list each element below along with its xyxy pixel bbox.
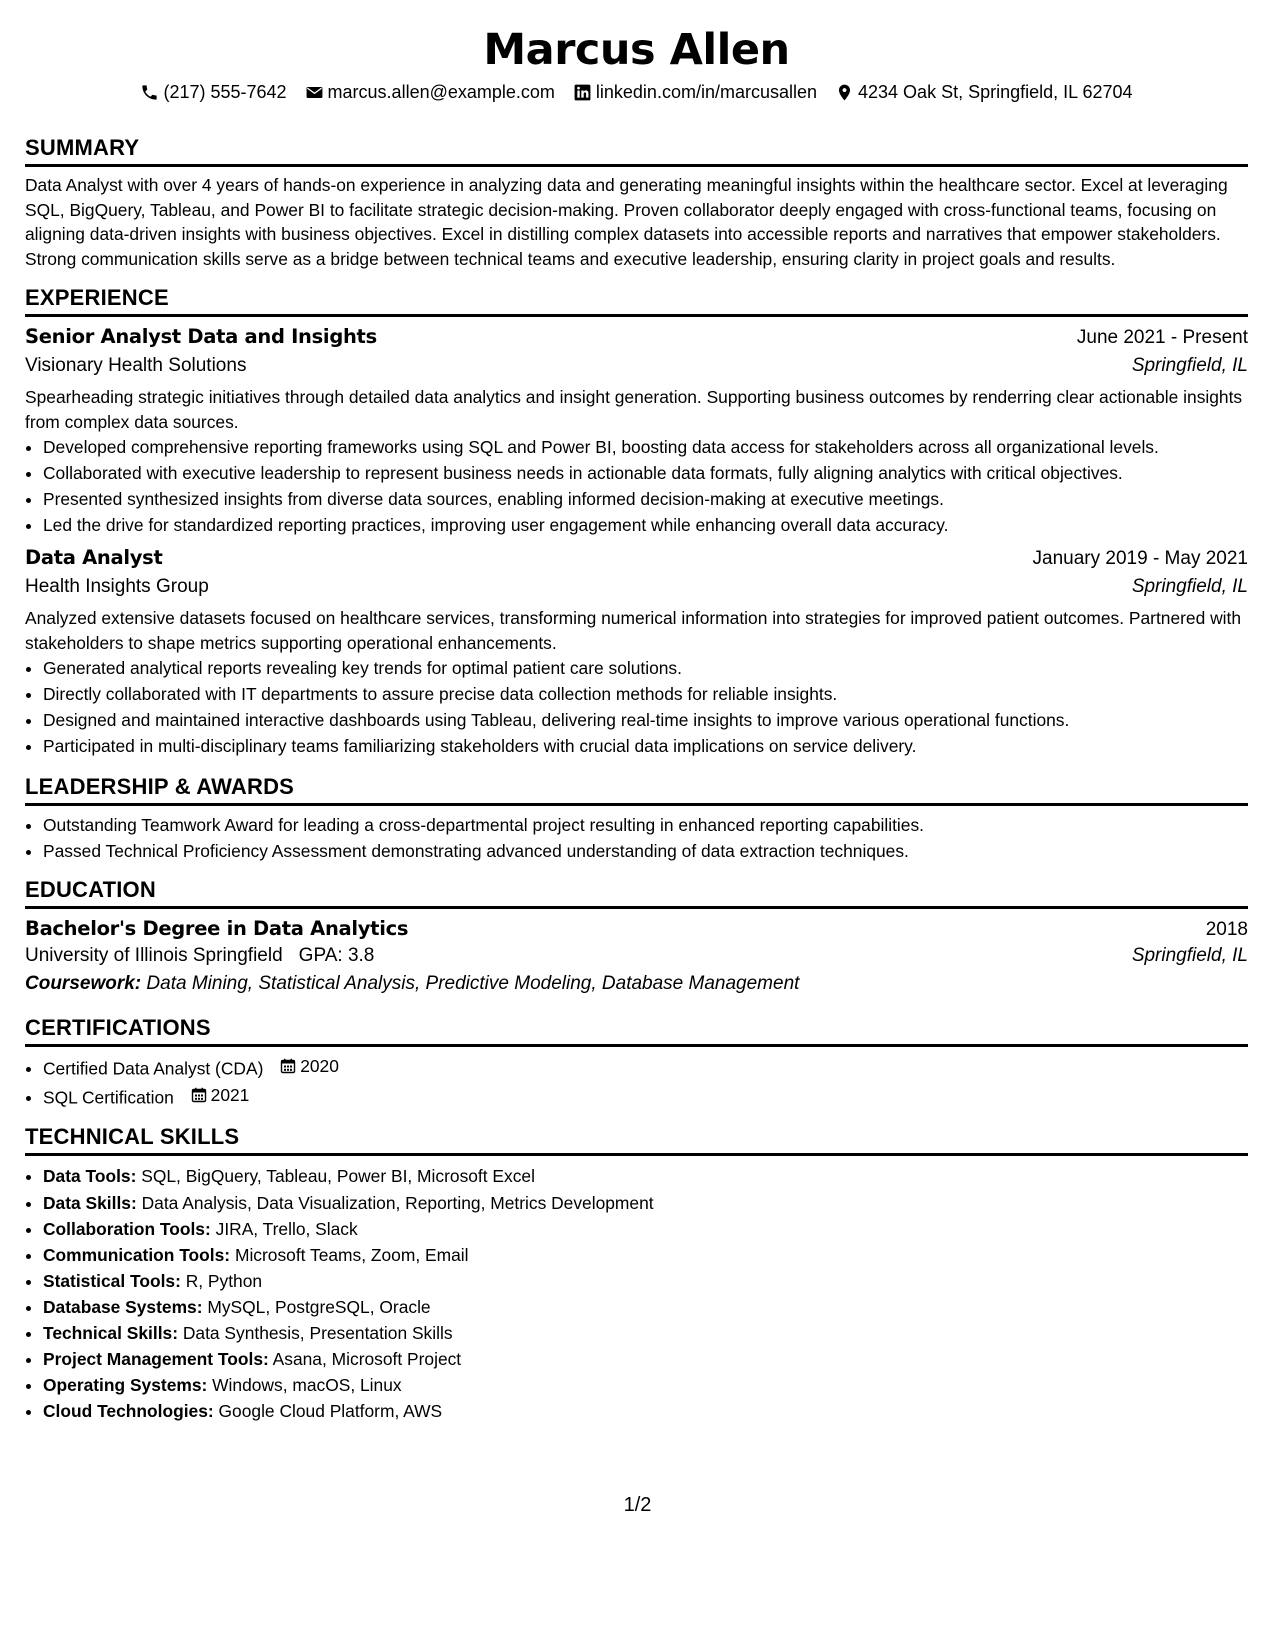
list-item (43, 1054, 1248, 1081)
experience-section (25, 284, 1248, 758)
certifications-section (25, 1014, 1248, 1109)
address-text: 4234 Oak St, Springfield, IL 62704 (858, 82, 1133, 102)
skill-item (43, 1191, 1248, 1216)
gpa: GPA: 3.8 (298, 945, 375, 967)
skill-value: Data Analysis, Data Visualization, Reporting, Metrics Development (141, 1192, 654, 1213)
resume-page (25, 0, 1248, 1425)
cert-date (280, 1054, 339, 1079)
list-item: • Generated analytical reports revealing key trends for optimal patient care solutions. (43, 656, 1248, 681)
envelope-icon (305, 83, 324, 102)
job-summary: Spearheading strategic initiatives through detailed data analytics and insight generation. Supporting business outcomes by renderring clear actionable insights from complex data sources. (25, 387, 1243, 432)
job-entry (25, 546, 1248, 758)
job-header (25, 546, 1248, 570)
skill-value: Google Cloud Platform, AWS (218, 1401, 443, 1422)
skill-value: JIRA, Trello, Slack (215, 1218, 358, 1239)
education-subheader (25, 945, 1248, 967)
skill-item (43, 1269, 1248, 1294)
section-title: LEADERSHIP & AWARDS (25, 773, 1248, 806)
skill-value: Asana, Microsoft Project (272, 1349, 462, 1370)
contact-phone (140, 80, 286, 104)
cert-date (191, 1083, 250, 1108)
map-marker-icon (835, 83, 854, 102)
skill-item (43, 1295, 1248, 1320)
skill-value: Data Synthesis, Presentation Skills (182, 1323, 453, 1344)
skill-item (43, 1321, 1248, 1346)
section-title: EDUCATION (25, 876, 1248, 909)
summary-text: Data Analyst with over 4 years of hands-on experience in analyzing data and generating meaningful insights within the healthcare sector. Excel at leveraging SQL, BigQuery, Tableau, and Power BI to facilitate strategic decision-making. Proven collaborator deeply engaged with cross-functional teams, focusing on aligning data-driven insights with business objectives. Excel in distilling complex datasets into accessible reports and narratives that empower stakeholders. Strong communication skills serve as a bridge between technical teams and executive leadership, ensuring clarity in project goals and results. (25, 175, 1228, 269)
page-number: 1/2 (623, 1494, 652, 1516)
skill-value: Windows, macOS, Linux (212, 1375, 402, 1396)
list-item: • Collaborated with executive leadership to represent business needs in actionable data formats, fully aligning analytics with critical objectives. (43, 461, 1248, 486)
job-bullets (25, 656, 1248, 759)
contact-bar (25, 80, 1248, 104)
skill-value: SQL, BigQuery, Tableau, Power BI, Microsoft Excel (141, 1166, 535, 1187)
leadership-list (25, 813, 1248, 864)
job-entry (25, 325, 1248, 537)
list-item: • Led the drive for standardized reporting practices, improving user engagement while enhancing overall data accuracy. (43, 513, 1248, 538)
contact-linkedin[interactable] (573, 80, 817, 104)
leadership-section (25, 773, 1248, 864)
graduation-year: 2018 (1205, 919, 1248, 941)
section-title: SUMMARY (25, 134, 1248, 167)
section-title: TECHNICAL SKILLS (25, 1123, 1248, 1156)
skill-value: Microsoft Teams, Zoom, Email (234, 1244, 469, 1265)
linkedin-text: linkedin.com/in/marcusallen (595, 82, 818, 102)
skill-item (43, 1399, 1248, 1424)
skill-label: Data Skills: (43, 1192, 137, 1213)
job-bullets (25, 435, 1248, 538)
list-item: • Designed and maintained interactive dashboards using Tableau, delivering real-time insights to improve various operational functions. (43, 708, 1248, 733)
education-header (25, 917, 1248, 941)
degree-title: Bachelor's Degree in Data Analytics (25, 917, 409, 941)
phone-text: (217) 555-7642 (163, 82, 287, 102)
job-dates: June 2021 - Present (1076, 327, 1248, 349)
contact-email[interactable] (305, 80, 555, 104)
skills-section (25, 1123, 1248, 1423)
skill-label: Statistical Tools: (43, 1270, 181, 1291)
summary-section (25, 134, 1248, 271)
skill-label: Project Management Tools: (43, 1349, 269, 1370)
school-name: University of Illinois Springfield (25, 945, 283, 967)
list-item: • Presented synthesized insights from diverse data sources, enabling informed decision-making at executive meetings. (43, 487, 1248, 512)
skill-label: Communication Tools: (43, 1244, 231, 1265)
cert-name: SQL Certification (43, 1086, 174, 1107)
list-item: • Developed comprehensive reporting frameworks using SQL and Power BI, boosting data access for stakeholders across all organizational levels. (43, 435, 1248, 460)
certifications-list (25, 1054, 1248, 1109)
skill-item (43, 1217, 1248, 1242)
skill-label: Operating Systems: (43, 1375, 208, 1396)
section-title: CERTIFICATIONS (25, 1014, 1248, 1047)
contact-address (835, 80, 1133, 104)
skill-value: MySQL, PostgreSQL, Oracle (207, 1296, 431, 1317)
job-dates: January 2019 - May 2021 (1032, 548, 1248, 570)
cert-year: 2020 (300, 1056, 339, 1077)
skill-item (43, 1243, 1248, 1268)
coursework (25, 973, 1248, 995)
section-title: EXPERIENCE (25, 284, 1248, 317)
job-location: Springfield, IL (1131, 355, 1248, 377)
list-item: • Participated in multi-disciplinary teams familiarizing stakeholders with crucial data implications on service delivery. (43, 734, 1248, 759)
skill-label: Database Systems: (43, 1296, 203, 1317)
list-item: • Passed Technical Proficiency Assessment demonstrating advanced understanding of data extraction techniques. (43, 839, 1248, 864)
skill-label: Collaboration Tools: (43, 1218, 211, 1239)
list-item: • Outstanding Teamwork Award for leading a cross-departmental project resulting in enhanced reporting capabilities. (43, 813, 1248, 838)
skill-value: R, Python (185, 1270, 263, 1291)
school-line (25, 945, 374, 967)
skill-label: Data Tools: (43, 1166, 137, 1187)
list-item (43, 1083, 1248, 1110)
skills-list (25, 1164, 1248, 1423)
calendar-icon (280, 1058, 296, 1074)
linkedin-icon (573, 83, 592, 102)
skill-label: Cloud Technologies: (43, 1401, 214, 1422)
education-section (25, 876, 1248, 995)
coursework-text: Data Mining, Statistical Analysis, Predictive Modeling, Database Management (146, 973, 800, 995)
job-subheader (25, 355, 1248, 377)
skill-item (43, 1373, 1248, 1398)
skill-item (43, 1347, 1248, 1372)
job-header (25, 325, 1248, 349)
job-company: Visionary Health Solutions (25, 355, 247, 377)
cert-year: 2021 (210, 1084, 250, 1105)
phone-icon (140, 83, 159, 102)
skill-label: Technical Skills: (43, 1323, 178, 1344)
job-company: Health Insights Group (25, 576, 209, 598)
job-summary: Analyzed extensive datasets focused on healthcare services, transforming numerical information into strategies for improved patient outcomes. Partnered with stakeholders to shape metrics supporting operational enhancements. (25, 608, 1242, 654)
list-item: • Directly collaborated with IT departments to assure precise data collection methods for reliable insights. (43, 682, 1248, 707)
skill-item (43, 1164, 1248, 1189)
coursework-label: Coursework: (25, 973, 142, 995)
calendar-icon (191, 1087, 207, 1103)
job-subheader (25, 576, 1248, 598)
cert-name: Certified Data Analyst (CDA) (43, 1058, 264, 1079)
job-location: Springfield, IL (1131, 576, 1248, 598)
candidate-name: Marcus Allen (483, 25, 790, 75)
email-text: marcus.allen@example.com (327, 82, 555, 102)
school-location: Springfield, IL (1131, 945, 1248, 967)
job-title: Senior Analyst Data and Insights (25, 325, 377, 349)
job-title: Data Analyst (25, 546, 163, 570)
